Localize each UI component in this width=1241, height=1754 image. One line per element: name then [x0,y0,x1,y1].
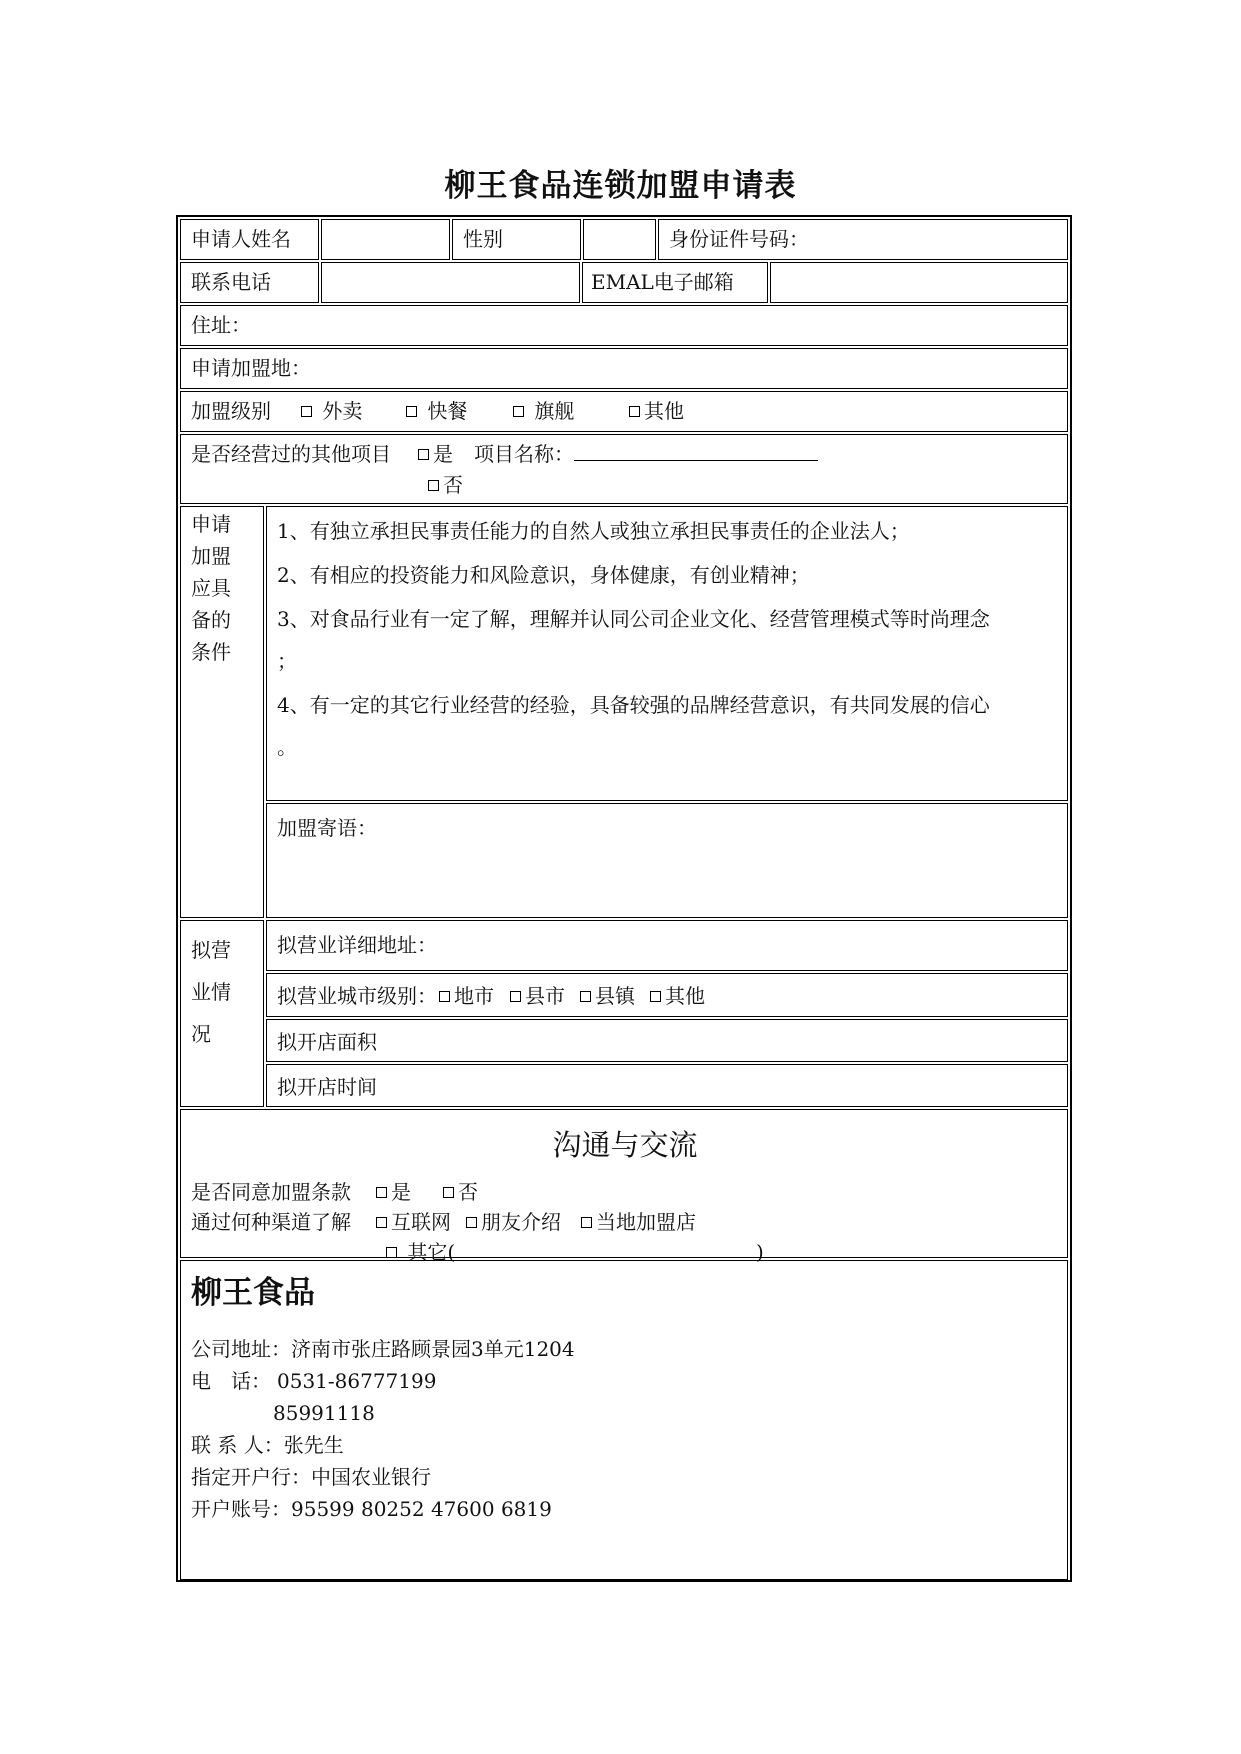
conditions-text-cell [266,506,1068,801]
channel-label: 通过何种渠道了解 [191,1210,351,1234]
city-option-town[interactable]: 县镇 [580,984,635,1008]
business-label: 拟营业情况 [191,938,231,1046]
application-form [176,215,1072,1582]
applicant-name-label-cell [180,219,319,260]
gender-field[interactable] [583,219,656,260]
checkbox-icon[interactable] [581,1217,592,1228]
level-option-takeout[interactable]: 外卖 [301,399,362,423]
shop-area-field[interactable] [266,1019,1068,1062]
email-label: EMAL电子邮箱 [591,270,734,294]
checkbox-icon[interactable] [386,1247,397,1258]
phone-label-cell [180,262,319,303]
company-name: 柳王食品 [191,1275,315,1311]
business-label-cell [180,920,264,1107]
id-number-label: 身份证件号码： [669,227,809,251]
checkbox-icon[interactable] [650,991,661,1002]
shop-area-label: 拟开店面积 [277,1030,377,1054]
franchise-level-label: 加盟级别 [191,399,271,423]
condition-item-4-end: 。 [277,735,297,759]
project-name-label: 项目名称： [474,442,574,466]
agree-terms-label: 是否同意加盟条款 [191,1180,351,1204]
agree-no[interactable]: 否 [443,1180,478,1204]
level-option-fastfood[interactable]: 快餐 [406,399,467,423]
company-contact: 联 系 人：张先生 [191,1433,344,1457]
phone-field[interactable] [321,262,580,303]
condition-item-3: 3、对食品行业有一定了解，理解并认同公司企业文化、经营管理模式等时尚理念 [277,607,990,631]
applicant-name-field[interactable] [321,219,450,260]
agree-yes[interactable]: 是 [376,1180,411,1204]
franchise-level-row [180,391,1068,432]
franchise-message-label: 加盟寄语： [277,816,377,840]
project-name-line[interactable] [574,440,818,461]
company-phone-label: 电 话： [191,1369,271,1393]
franchise-location-label: 申请加盟地： [191,356,311,380]
email-field[interactable] [770,262,1068,303]
condition-item-1: 1、有独立承担民事责任能力的自然人或独立承担民事责任的企业法人； [277,519,910,543]
checkbox-icon[interactable] [376,1217,387,1228]
communication-title: 沟通与交流 [552,1128,698,1162]
city-level-row [266,973,1068,1017]
checkbox-icon[interactable] [376,1187,387,1198]
other-project-label: 是否经营过的其他项目 [191,442,391,466]
level-option-flagship[interactable]: 旗舰 [513,399,574,423]
gender-label: 性别 [463,227,503,251]
city-option-county-city[interactable]: 县市 [510,984,565,1008]
gender-label-cell [452,219,581,260]
applicant-name-label: 申请人姓名 [191,227,291,251]
level-option-other[interactable]: 其他 [629,399,684,423]
checkbox-icon[interactable] [629,406,640,417]
shop-time-field[interactable] [266,1064,1068,1107]
company-info-section [180,1260,1068,1580]
company-bank: 指定开户行：中国农业银行 [191,1465,431,1489]
other-project-yes[interactable]: 是 [418,442,453,466]
company-phone-1: 0531-86777199 [277,1369,437,1393]
company-phone-2: 85991118 [273,1401,375,1425]
other-project-no[interactable]: 否 [428,473,463,497]
conditions-label-cell [180,506,264,918]
other-project-row [180,434,1068,504]
company-address: 公司地址：济南市张庄路顾景园3单元1204 [191,1337,575,1361]
channel-local-store[interactable]: 当地加盟店 [581,1210,696,1234]
condition-item-2: 2、有相应的投资能力和风险意识，身体健康，有创业精神； [277,563,810,587]
channel-internet[interactable]: 互联网 [376,1210,451,1234]
checkbox-icon[interactable] [418,449,429,460]
checkbox-icon[interactable] [406,406,417,417]
franchise-location-field[interactable] [180,348,1068,389]
email-label-cell [582,262,768,303]
page-title: 柳王食品连锁加盟申请表 [444,168,797,204]
checkbox-icon[interactable] [443,1187,454,1198]
channel-other[interactable]: 其它( [386,1240,455,1264]
channel-other-line[interactable] [465,1240,754,1261]
id-number-field[interactable] [658,219,1068,260]
conditions-label: 申请加盟应具备的条件 [191,512,231,664]
company-account: 开户账号：95599 80252 47600 6819 [191,1497,552,1521]
checkbox-icon[interactable] [580,991,591,1002]
address-field[interactable] [180,305,1068,346]
checkbox-icon[interactable] [466,1217,477,1228]
business-address-label: 拟营业详细地址： [277,933,437,957]
checkbox-icon[interactable] [513,406,524,417]
city-option-other[interactable]: 其他 [650,984,705,1008]
channel-other-close: ) [756,1240,764,1264]
business-address-field[interactable] [266,920,1068,971]
checkbox-icon[interactable] [510,991,521,1002]
phone-label: 联系电话 [191,270,271,294]
address-label: 住址： [191,313,251,337]
channel-friend[interactable]: 朋友介绍 [466,1210,561,1234]
condition-item-4: 4、有一定的其它行业经营的经验，具备较强的品牌经营意识，有共同发展的信心 [277,693,990,717]
checkbox-icon[interactable] [439,991,450,1002]
communication-section [180,1109,1068,1264]
city-level-label: 拟营业城市级别： [277,984,437,1008]
checkbox-icon[interactable] [301,406,312,417]
shop-time-label: 拟开店时间 [277,1075,377,1099]
franchise-message-field[interactable] [266,803,1068,918]
checkbox-icon[interactable] [428,480,439,491]
condition-item-3-end: ； [277,649,297,673]
city-option-prefecture[interactable]: 地市 [439,984,494,1008]
